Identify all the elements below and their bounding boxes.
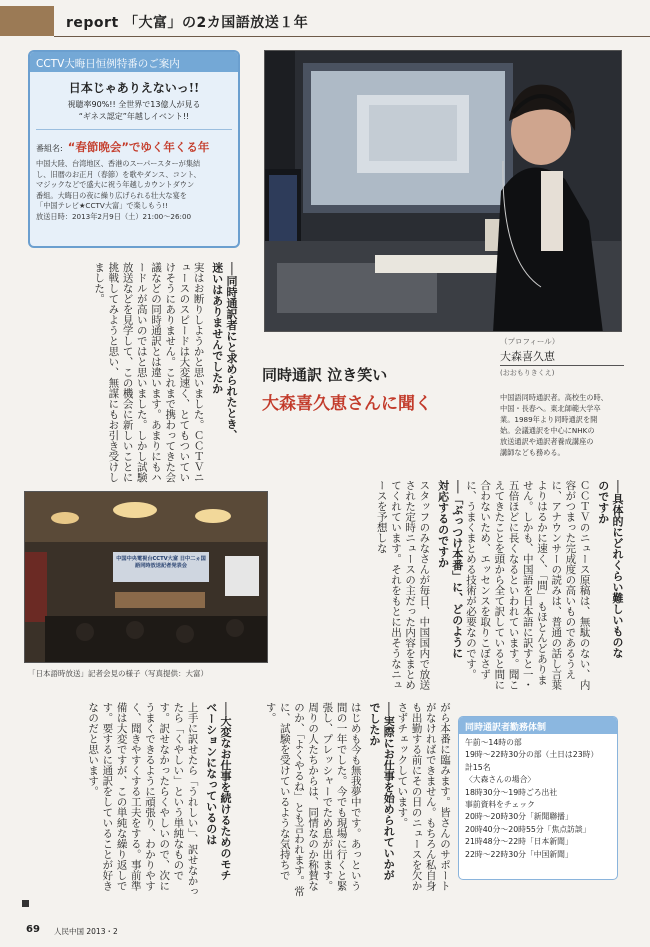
page-header [0, 0, 650, 40]
question-line: でしたか [367, 702, 381, 746]
cctv-subline [30, 99, 238, 123]
schedule-row: 19時～22時30分の部（土日は23時） [465, 750, 599, 760]
booth-photo-illustration [265, 51, 622, 332]
question-heading [367, 702, 395, 900]
interpreter-booth-photo [264, 50, 622, 332]
schedule-rows [459, 734, 617, 864]
cctv-desc-line: マジックなどで盛大に祝う年越しカウントダウン [36, 180, 195, 189]
schedule-row: 〈大森さんの場合〉 [465, 775, 536, 785]
schedule-row: 計15名 [465, 762, 491, 772]
profile-kana: (おおもりきくえ) [500, 369, 555, 377]
article-column-2 [276, 480, 624, 694]
program-label: 番組名: [36, 144, 63, 153]
press-conference-photo [24, 491, 268, 663]
article-column-3 [22, 702, 232, 900]
answer-text: はじめも今も無我夢中です。あっという間の一年でした。今でも現場に行くと緊張し、プレッシャーでため息が出ます。周りの人たちからは、同情なのか称賛なのか、「よくやるね」とも言われます。常に、試験を受けているような気持ちです。 [264, 702, 362, 897]
header-accent-bar [0, 6, 54, 36]
answer-text: スタッフのみなさんが毎日、中国国内で放送された定時ニュースの主だった内容をまとめてくれています。それをもとに出そうなニュースを予想しな [375, 480, 431, 690]
article-column-4 [232, 702, 452, 900]
schedule-row: 午前～14時の部 [465, 738, 522, 747]
schedule-title: 同時通訳者勤務体制 [459, 717, 617, 734]
article-headline [262, 364, 432, 414]
question-line: ──大変なお仕事を続けるためのモチ [219, 702, 232, 881]
question-heading [435, 480, 463, 694]
cctv-desc-line: 番組。大晦日の夜に繰り広げられる壮大な宴を [36, 190, 187, 200]
question-heading [204, 702, 232, 900]
profile-name: 大森喜久恵 [500, 348, 624, 366]
cctv-desc-line: し、旧暦のお正月（春節）を歌やダンス、コント、 [36, 169, 201, 179]
answer-text: 実はお断りしようかと思いました。ＣＣＴＶニュースのスピードは大変速く、とてもついていけそうにありません。これまで携わってきた会議などの同時通訳とは違います。あまりにもハードルが高いのではと思いました。しかし試験放送などを見学して、この機会に新しいことに挑戦してみようと思い、無謀にもお引き受けしました。 [93, 262, 205, 483]
cctv-banner: CCTV大晦日恒例特番のご案内 [30, 52, 238, 72]
header-title: report 「大富」の2カ国語放送１年 [66, 15, 309, 31]
press-photo-illustration [25, 492, 268, 663]
cctv-info-box [28, 50, 240, 248]
answer-text: 上手に訳せたら「うれしい」、訳せなかったら「くやしい」という単純なものです。訳せなかったらくやしいので、次にうまくできるように頑張り、わかりやすく、聞きやすくする工夫をする。事前準備は大変ですが、この単純な繰り返しです。要するに通訳をしていることが好きなのだと思います。 [87, 702, 199, 897]
end-mark-icon [22, 900, 29, 907]
question-line: ──「ぶっつけ本番」に、どのように [450, 480, 464, 659]
article-column-1 [22, 262, 238, 490]
profile-bio-line: 放送通訳や通訳者養成講座の [500, 437, 594, 446]
schedule-row: 事前資料をチェック [465, 800, 535, 810]
question-line: ──具体的にどれくらい難しいものな [611, 480, 624, 659]
schedule-row: 20時～20時30分「新聞聯播」 [465, 812, 573, 822]
schedule-row: 22時～22時30分「中国新聞」 [465, 849, 573, 859]
question-heading [596, 480, 624, 694]
cctv-sub-1: 視聴率90%!! 全世界で13億人が見る [67, 100, 201, 109]
question-line: ベーションになっているのは [204, 702, 218, 845]
schedule-row: 20時40分～20時55分「焦点訪談」 [465, 824, 591, 834]
cctv-sub-2: “ギネス認定”年越しイベント!! [78, 112, 190, 121]
schedule-row: 21時48分～22時「日本新聞」 [465, 837, 573, 847]
cctv-desc-line: 「中国テレビ★CCTV大富」で楽しもう!! [36, 201, 169, 210]
cctv-broadcast-time: 放送日時：2013年2月9日（土）21:00～26:00 [36, 211, 192, 221]
question-line: ──実際にお仕事を始められていかが [382, 702, 396, 881]
profile-block [500, 336, 624, 458]
schedule-box [458, 716, 618, 880]
question-line: 対応するのですか [436, 480, 450, 568]
profile-bio-line: 講師なども務める。 [500, 448, 565, 457]
header-rule [54, 36, 650, 37]
question-line: ──同時通訳者にと求められたとき、 [225, 262, 238, 441]
question-line: 迷いはありませんでしたか [210, 262, 224, 394]
answer-text: ＣＣＴＶのニュース原稿は、無駄のない、内容がつまった完成度の高いものであるうえに、アナウンサーの読みは、普通の話し言葉よりはるかに速く、「間」もほとんどありません。しかも、中国語を日本語に訳すと一・五倍ほどに長くなるといわれています。聞こえてきたことを頭から全て訳していると間に合わないため、エッセンスを取りこぼさずに、うまくまとめる技術が必要なのです。 [464, 480, 591, 690]
question-heading [210, 262, 238, 490]
magazine-name: 人民中国 2013・2 [54, 927, 118, 936]
page-number: 69 [26, 924, 40, 935]
profile-tag: （プロフィール） [500, 337, 560, 346]
profile-bio [500, 392, 624, 458]
cctv-description [36, 159, 232, 222]
headline-line-2: 大森喜久恵さんに聞く [262, 394, 432, 414]
program-name: “春節晩会”でゆく年くる年 [67, 140, 210, 154]
answer-text: がら本番に臨みます。皆さんのサポートがなければできません。もちろん私自身も出勤する前にその日のニュースを欠かさずチェックしています。 [396, 702, 451, 891]
schedule-row: 18時30分～19時ごろ出社 [465, 787, 558, 797]
cctv-headline: 日本じゃありえないっ!! [68, 81, 200, 95]
profile-bio-line: 中国語同時通訳者。高校生の時、 [500, 393, 608, 402]
cctv-program [36, 129, 232, 155]
cctv-desc-line: 中国大陸、台湾地区、香港のスーパースターが集結 [36, 159, 201, 168]
question-line: のですか [596, 480, 610, 524]
profile-bio-line: 始。会議通訳を中心にNHKの [500, 426, 595, 435]
profile-bio-line: 中国・長春へ。東北師範大学卒 [500, 404, 601, 413]
photo-caption: 「日本語時放送」記者会見の様子（写真提供：大富） [28, 669, 208, 678]
profile-bio-line: 業。1989年より同時通訳を開 [500, 415, 598, 424]
press-conference-sign: 中国中央電視台CCTV大富 日中二ヵ国語同時放送記者発表会 [116, 556, 206, 569]
headline-line-1: 同時通訳 泣き笑い [262, 366, 388, 384]
